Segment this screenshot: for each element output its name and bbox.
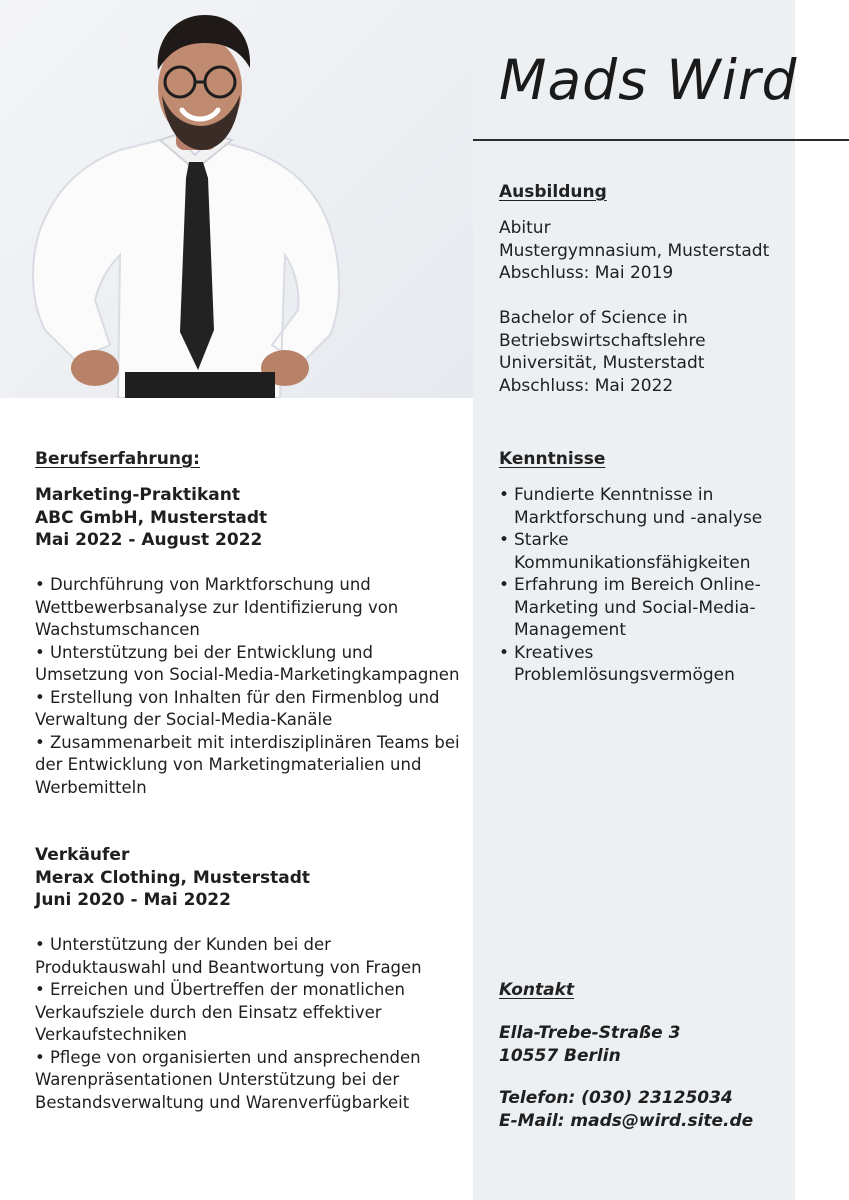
- job-company: ABC GmbH, Musterstadt: [35, 507, 268, 528]
- job-position: Verkäufer: [35, 845, 130, 865]
- skills-list: [499, 484, 774, 687]
- education-entry: [499, 307, 774, 397]
- education-entry: [499, 217, 774, 285]
- skill-item: • Fundierte Kenntnisse in Marktforschung und -analyse: [499, 484, 774, 529]
- profile-photo: [0, 0, 473, 398]
- contact-phone[interactable]: Telefon: (030) 23125034: [499, 1088, 733, 1108]
- job-period: Juni 2020 - Mai 2022: [35, 890, 231, 910]
- experience-title: Berufserfahrung:: [35, 449, 200, 469]
- job-bullet: • Zusammenarbeit mit interdisziplinären Teams bei der Entwicklung von Marketingmaterialien und Werbemitteln: [35, 732, 460, 797]
- education-completion: Abschluss: Mai 2022: [499, 375, 674, 396]
- education-completion: Abschluss: Mai 2019: [499, 263, 674, 283]
- job-position: Marketing-Praktikant: [35, 485, 241, 505]
- education-institution: Universität, Musterstadt: [499, 353, 705, 373]
- contact-title: Kontakt: [499, 980, 575, 1000]
- experience-section: [35, 449, 460, 1114]
- candidate-name: Mads Wird: [499, 48, 798, 112]
- job-entry: [35, 484, 460, 799]
- contact-email[interactable]: E-Mail: mads@wird.site.de: [499, 1110, 754, 1131]
- person-illustration: [0, 0, 473, 398]
- job-bullet: • Erreichen und Übertreffen der monatlichen Verkaufsziele durch den Einsatz effektiver Verkaufstechniken: [35, 980, 405, 1044]
- job-period: Mai 2022 - August 2022: [35, 530, 263, 550]
- education-degree: Bachelor of Science in: [499, 308, 688, 328]
- skills-title: Kenntnisse: [499, 449, 606, 469]
- skill-item: • Kreatives Problemlösungsvermögen: [499, 642, 774, 687]
- job-bullet: • Erstellung von Inhalten für den Firmenblog und Verwaltung der Social-Media-Kanäle: [35, 687, 440, 729]
- contact-section: [499, 980, 774, 1132]
- job-bullet: • Unterstützung bei der Entwicklung und Umsetzung von Social-Media-Marketingkampagnen: [35, 642, 460, 684]
- job-bullet: • Unterstützung der Kunden bei der Produktauswahl und Beantwortung von Fragen: [35, 935, 422, 977]
- job-company: Merax Clothing, Musterstadt: [35, 867, 311, 888]
- education-degree: Abitur: [499, 218, 551, 238]
- skills-section: [499, 449, 774, 687]
- education-title: Ausbildung: [499, 182, 607, 202]
- education-degree: Betriebswirtschaftslehre: [499, 330, 706, 351]
- job-bullet: • Pflege von organisierten und ansprechenden Warenpräsentationen Unterstützung bei der Bestandsverwaltung und Warenverfügbarkeit: [35, 1047, 421, 1112]
- skill-item: • Starke Kommunikationsfähigkeiten: [499, 529, 774, 574]
- job-bullet: • Durchführung von Marktforschung und Wettbewerbsanalyse zur Identifizierung von Wachstumschancen: [35, 575, 399, 639]
- skill-item: • Erfahrung im Bereich Online-Marketing und Social-Media-Management: [499, 574, 774, 642]
- contact-street: Ella-Trebe-Straße 3: [499, 1023, 681, 1043]
- job-entry: [35, 844, 460, 1114]
- header-divider: [473, 139, 849, 141]
- contact-city: 10557 Berlin: [499, 1045, 621, 1066]
- education-institution: Mustergymnasium, Musterstadt: [499, 240, 770, 261]
- education-section: [499, 182, 774, 397]
